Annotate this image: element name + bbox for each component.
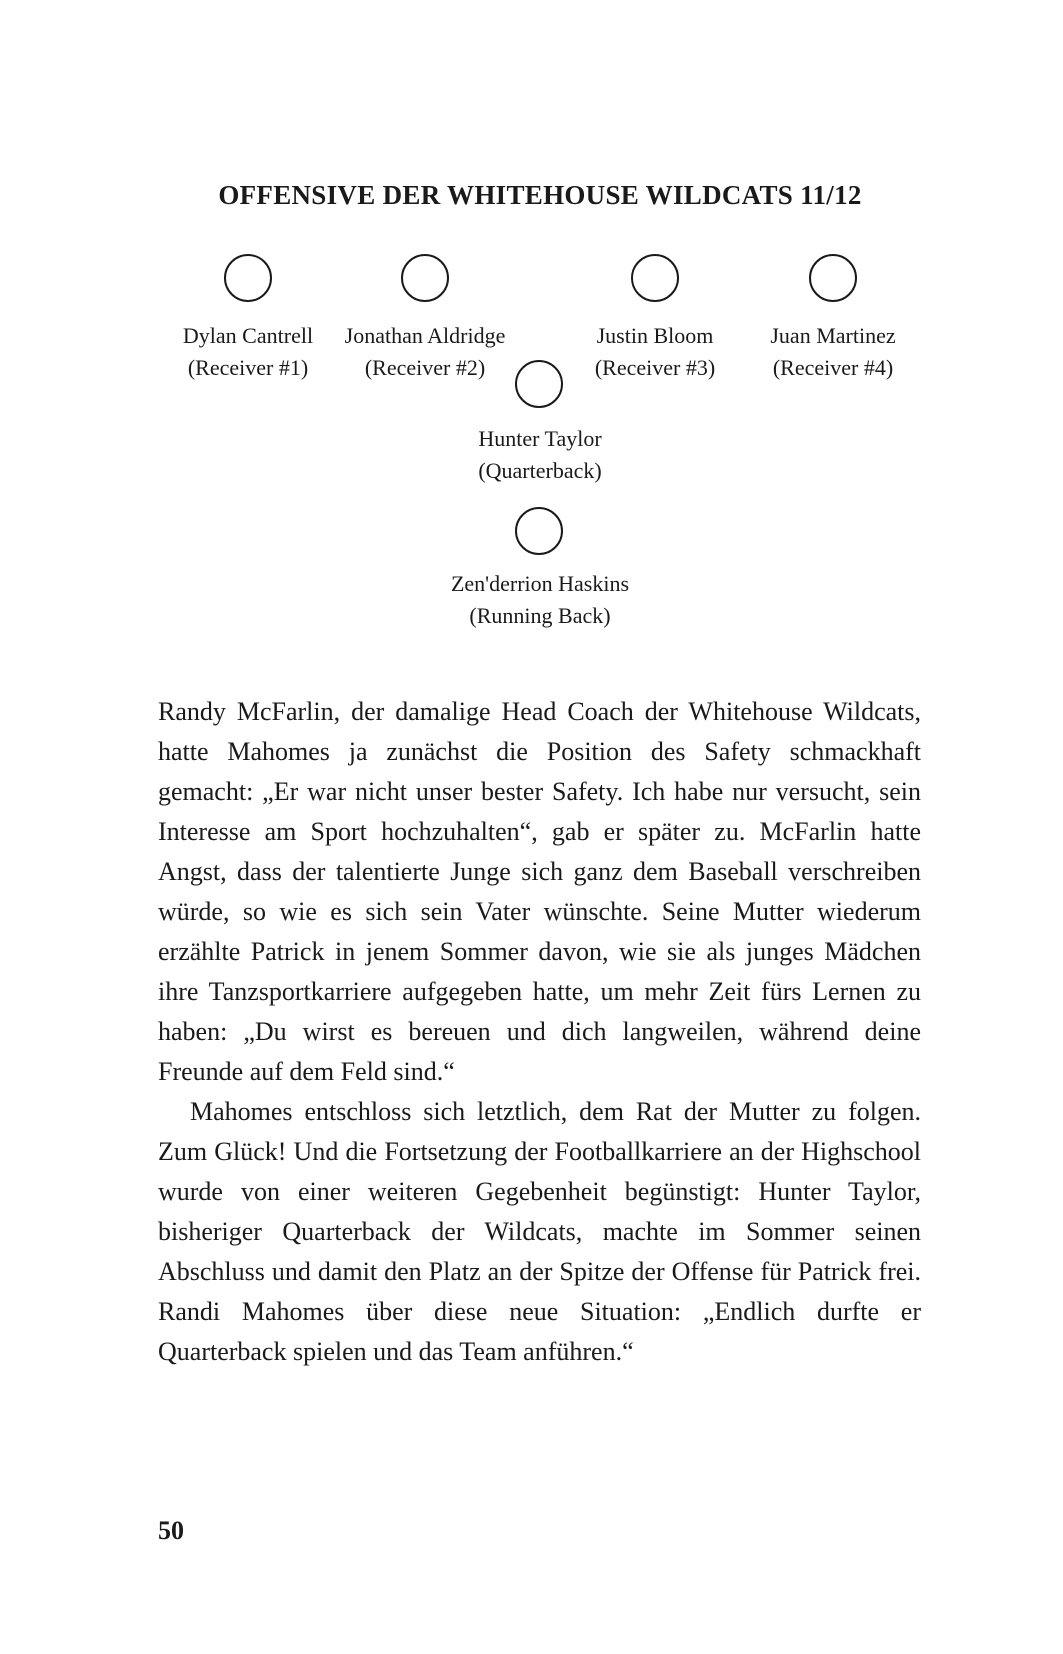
running-back-role: (Running Back) bbox=[469, 603, 611, 628]
receiver4-role: (Receiver #4) bbox=[772, 355, 894, 380]
receiver3-role: (Receiver #3) bbox=[594, 355, 716, 380]
quarterback-role: (Quarterback) bbox=[478, 458, 602, 483]
receiver1-name: Dylan Cantrell bbox=[182, 323, 314, 348]
receiver2-label bbox=[320, 320, 530, 384]
body-text bbox=[158, 692, 921, 1372]
running-back-name: Zen'derrion Haskins bbox=[450, 571, 630, 596]
running-back-label bbox=[435, 568, 645, 632]
paragraph-2: Mahomes entschloss sich letztlich, dem Rat der Mutter zu folgen. Zum Glück! Und die Fortsetzung der Footballkarriere an der Highschool wurde von einer weiteren Gegebenheit begünstigt: Hunter Taylor, bisheriger Quarterback der Wildcats, machte im Sommer seinen Abschluss und damit den Platz an der Spitze der Offense für Patrick frei. Randi Mahomes über diese neue Situation: „Endlich durfte er Quarterback spielen und das Team anführen.“ bbox=[158, 1097, 921, 1366]
receiver3-marker bbox=[631, 254, 679, 302]
quarterback-marker bbox=[515, 360, 563, 408]
receiver4-name: Juan Martinez bbox=[770, 323, 896, 348]
receiver4-marker bbox=[809, 254, 857, 302]
diagram-title: OFFENSIVE DER WHITEHOUSE WILDCATS 11/12 bbox=[218, 180, 862, 210]
running-back-marker bbox=[515, 507, 563, 555]
receiver1-marker bbox=[224, 254, 272, 302]
paragraph-1: Randy McFarlin, der damalige Head Coach der Whitehouse Wildcats, hatte Mahomes ja zunächst die Position des Safety schmackhaft gemacht: „Er war nicht unser bester Safety. Ich habe nur versucht, sein Interesse am Sport hochzuhalten“, gab er später zu. McFarlin hatte Angst, dass der talentierte Junge sich ganz dem Baseball verschreiben würde, so wie es sich sein Vater wünschte. Seine Mutter wiederum erzählte Patrick in jenem Sommer davon, wie sie als junges Mädchen ihre Tanzsportkarriere aufgegeben hatte, um mehr Zeit fürs Lernen zu haben: „Du wirst es bereuen und dich langweilen, während deine Freunde auf dem Feld sind.“ bbox=[158, 697, 921, 1086]
receiver2-role: (Receiver #2) bbox=[364, 355, 486, 380]
receiver1-role: (Receiver #1) bbox=[187, 355, 309, 380]
receiver4-label bbox=[728, 320, 938, 384]
receiver2-marker bbox=[401, 254, 449, 302]
page-number: 50 bbox=[158, 1516, 184, 1545]
quarterback-name: Hunter Taylor bbox=[478, 426, 602, 451]
receiver2-name: Jonathan Aldridge bbox=[344, 323, 506, 348]
receiver3-name: Justin Bloom bbox=[596, 323, 714, 348]
quarterback-label bbox=[435, 423, 645, 487]
